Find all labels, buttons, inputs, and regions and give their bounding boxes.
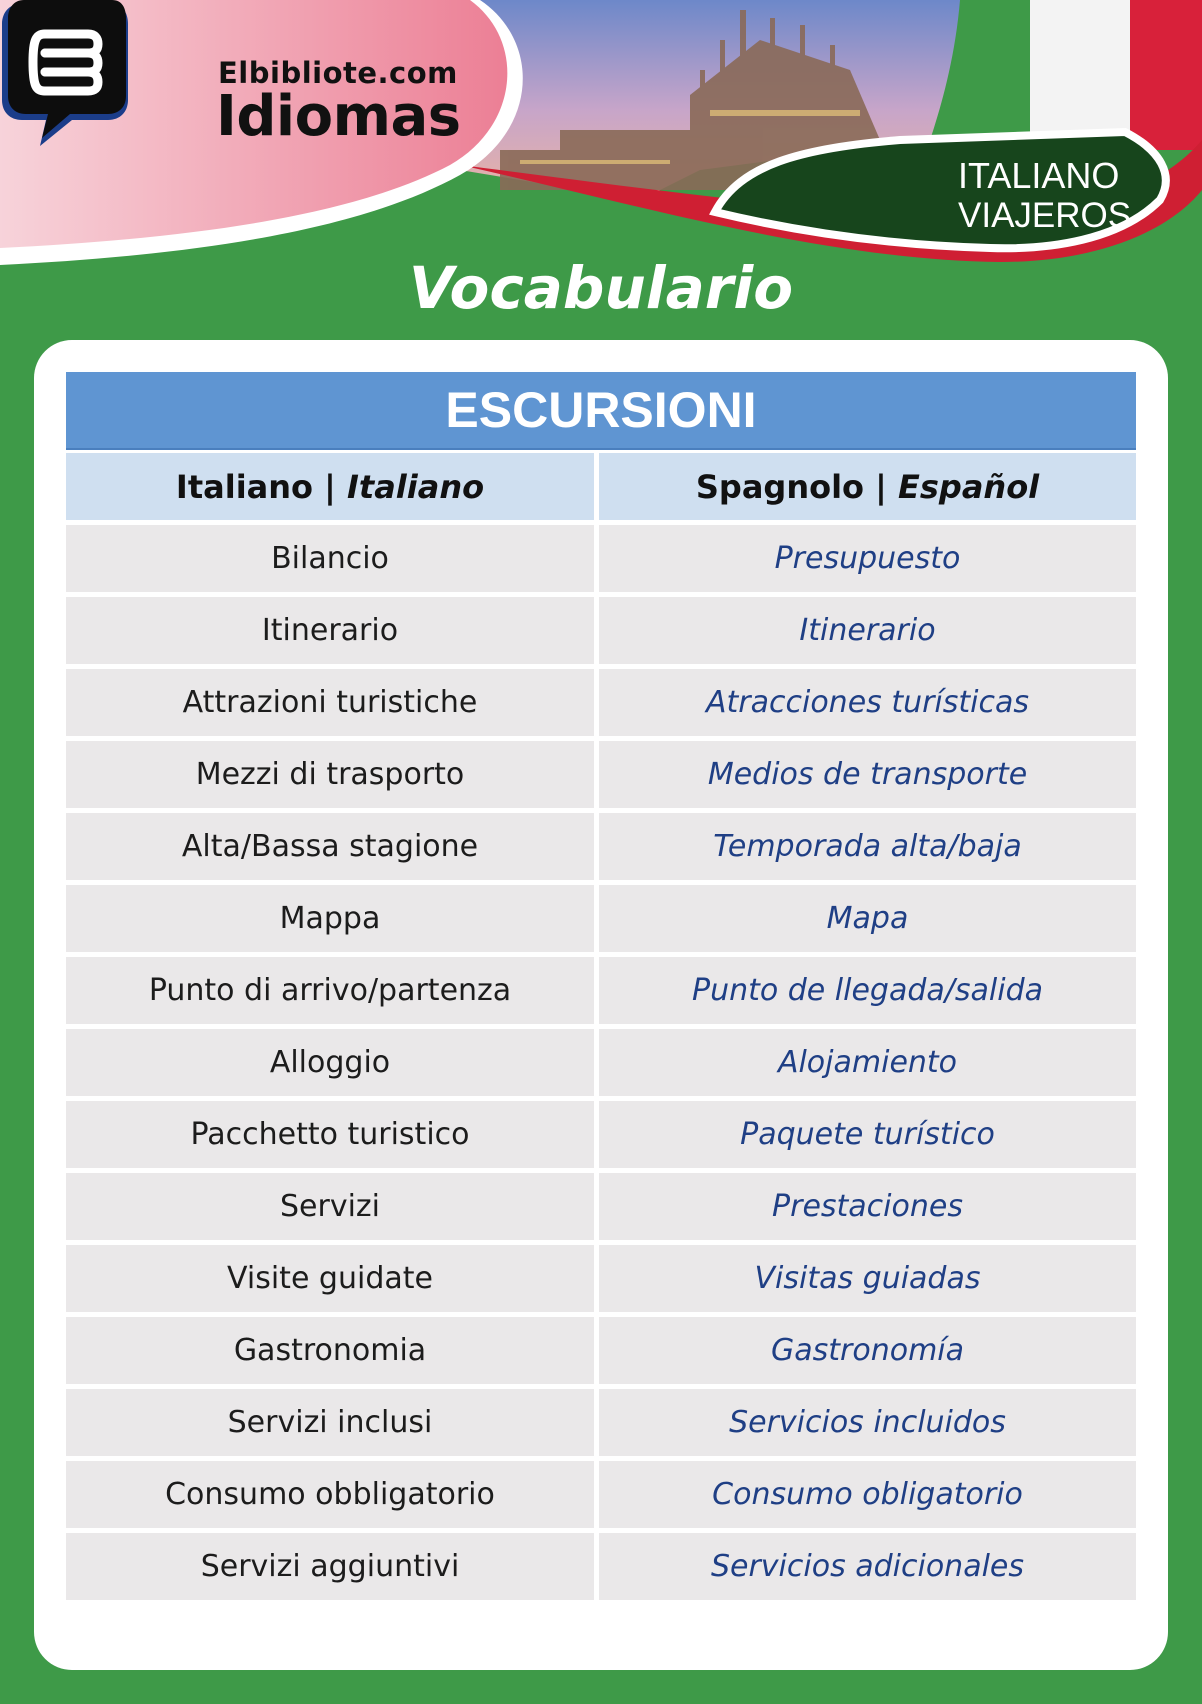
italian-term: Attrazioni turistiche — [66, 669, 599, 736]
site-name: Elbibliote.com — [218, 56, 458, 90]
column-header-italian — [66, 453, 599, 520]
column-header-spanish — [599, 453, 1136, 520]
chat-bubble-logo-icon — [0, 0, 130, 150]
table-row — [66, 741, 1136, 808]
table-row — [66, 669, 1136, 736]
table-row — [66, 813, 1136, 880]
table-row — [66, 1317, 1136, 1384]
spanish-term: Gastronomía — [599, 1317, 1136, 1384]
italian-term: Consumo obbligatorio — [66, 1461, 599, 1528]
header-left-plain: Italiano | — [175, 467, 347, 506]
table-row — [66, 1173, 1136, 1240]
table-row — [66, 1101, 1136, 1168]
spanish-term: Mapa — [599, 885, 1136, 952]
spanish-term: Punto de llegada/salida — [599, 957, 1136, 1024]
table-row — [66, 597, 1136, 664]
table-row — [66, 885, 1136, 952]
italian-term: Servizi inclusi — [66, 1389, 599, 1456]
header-right-italic: Español — [898, 467, 1040, 506]
italian-term: Bilancio — [66, 525, 599, 592]
spanish-term: Paquete turístico — [599, 1101, 1136, 1168]
spanish-term: Consumo obligatorio — [599, 1461, 1136, 1528]
brand-name: Idiomas — [216, 84, 461, 149]
table-title: ESCURSIONI — [66, 372, 1136, 450]
italian-term: Alloggio — [66, 1029, 599, 1096]
italian-term: Visite guidate — [66, 1245, 599, 1312]
spanish-term: Medios de transporte — [599, 741, 1136, 808]
header-right-plain: Spagnolo | — [695, 467, 898, 506]
table-row — [66, 525, 1136, 592]
italian-term: Gastronomia — [66, 1317, 599, 1384]
spanish-term: Prestaciones — [599, 1173, 1136, 1240]
italian-term: Itinerario — [66, 597, 599, 664]
spanish-term: Servicios adicionales — [599, 1533, 1136, 1600]
level-label: VIAJEROS — [958, 196, 1132, 235]
spanish-term: Visitas guiadas — [599, 1245, 1136, 1312]
header-left-italic: Italiano — [346, 467, 485, 506]
italian-term: Mappa — [66, 885, 599, 952]
header-banner — [0, 0, 1202, 270]
page-title: Vocabulario — [408, 254, 794, 322]
language-label: ITALIANO — [958, 155, 1120, 196]
italian-term: Alta/Bassa stagione — [66, 813, 599, 880]
table-row — [66, 1533, 1136, 1600]
table-row — [66, 1389, 1136, 1456]
table-row — [66, 1029, 1136, 1096]
italian-term: Servizi — [66, 1173, 599, 1240]
spanish-term: Temporada alta/baja — [599, 813, 1136, 880]
flag-white-stripe — [1030, 0, 1130, 150]
spanish-term: Itinerario — [599, 597, 1136, 664]
table-row — [66, 1245, 1136, 1312]
spanish-term: Atracciones turísticas — [599, 669, 1136, 736]
table-row — [66, 1461, 1136, 1528]
vocabulary-table — [66, 448, 1136, 1605]
italian-term: Servizi aggiuntivi — [66, 1533, 599, 1600]
spanish-term: Alojamiento — [599, 1029, 1136, 1096]
italian-term: Mezzi di trasporto — [66, 741, 599, 808]
italian-term: Pacchetto turistico — [66, 1101, 599, 1168]
table-row — [66, 957, 1136, 1024]
spanish-term: Servicios incluidos — [599, 1389, 1136, 1456]
table-header-row — [66, 453, 1136, 520]
flag-red-stripe — [1130, 0, 1202, 150]
italian-term: Punto di arrivo/partenza — [66, 957, 599, 1024]
spanish-term: Presupuesto — [599, 525, 1136, 592]
